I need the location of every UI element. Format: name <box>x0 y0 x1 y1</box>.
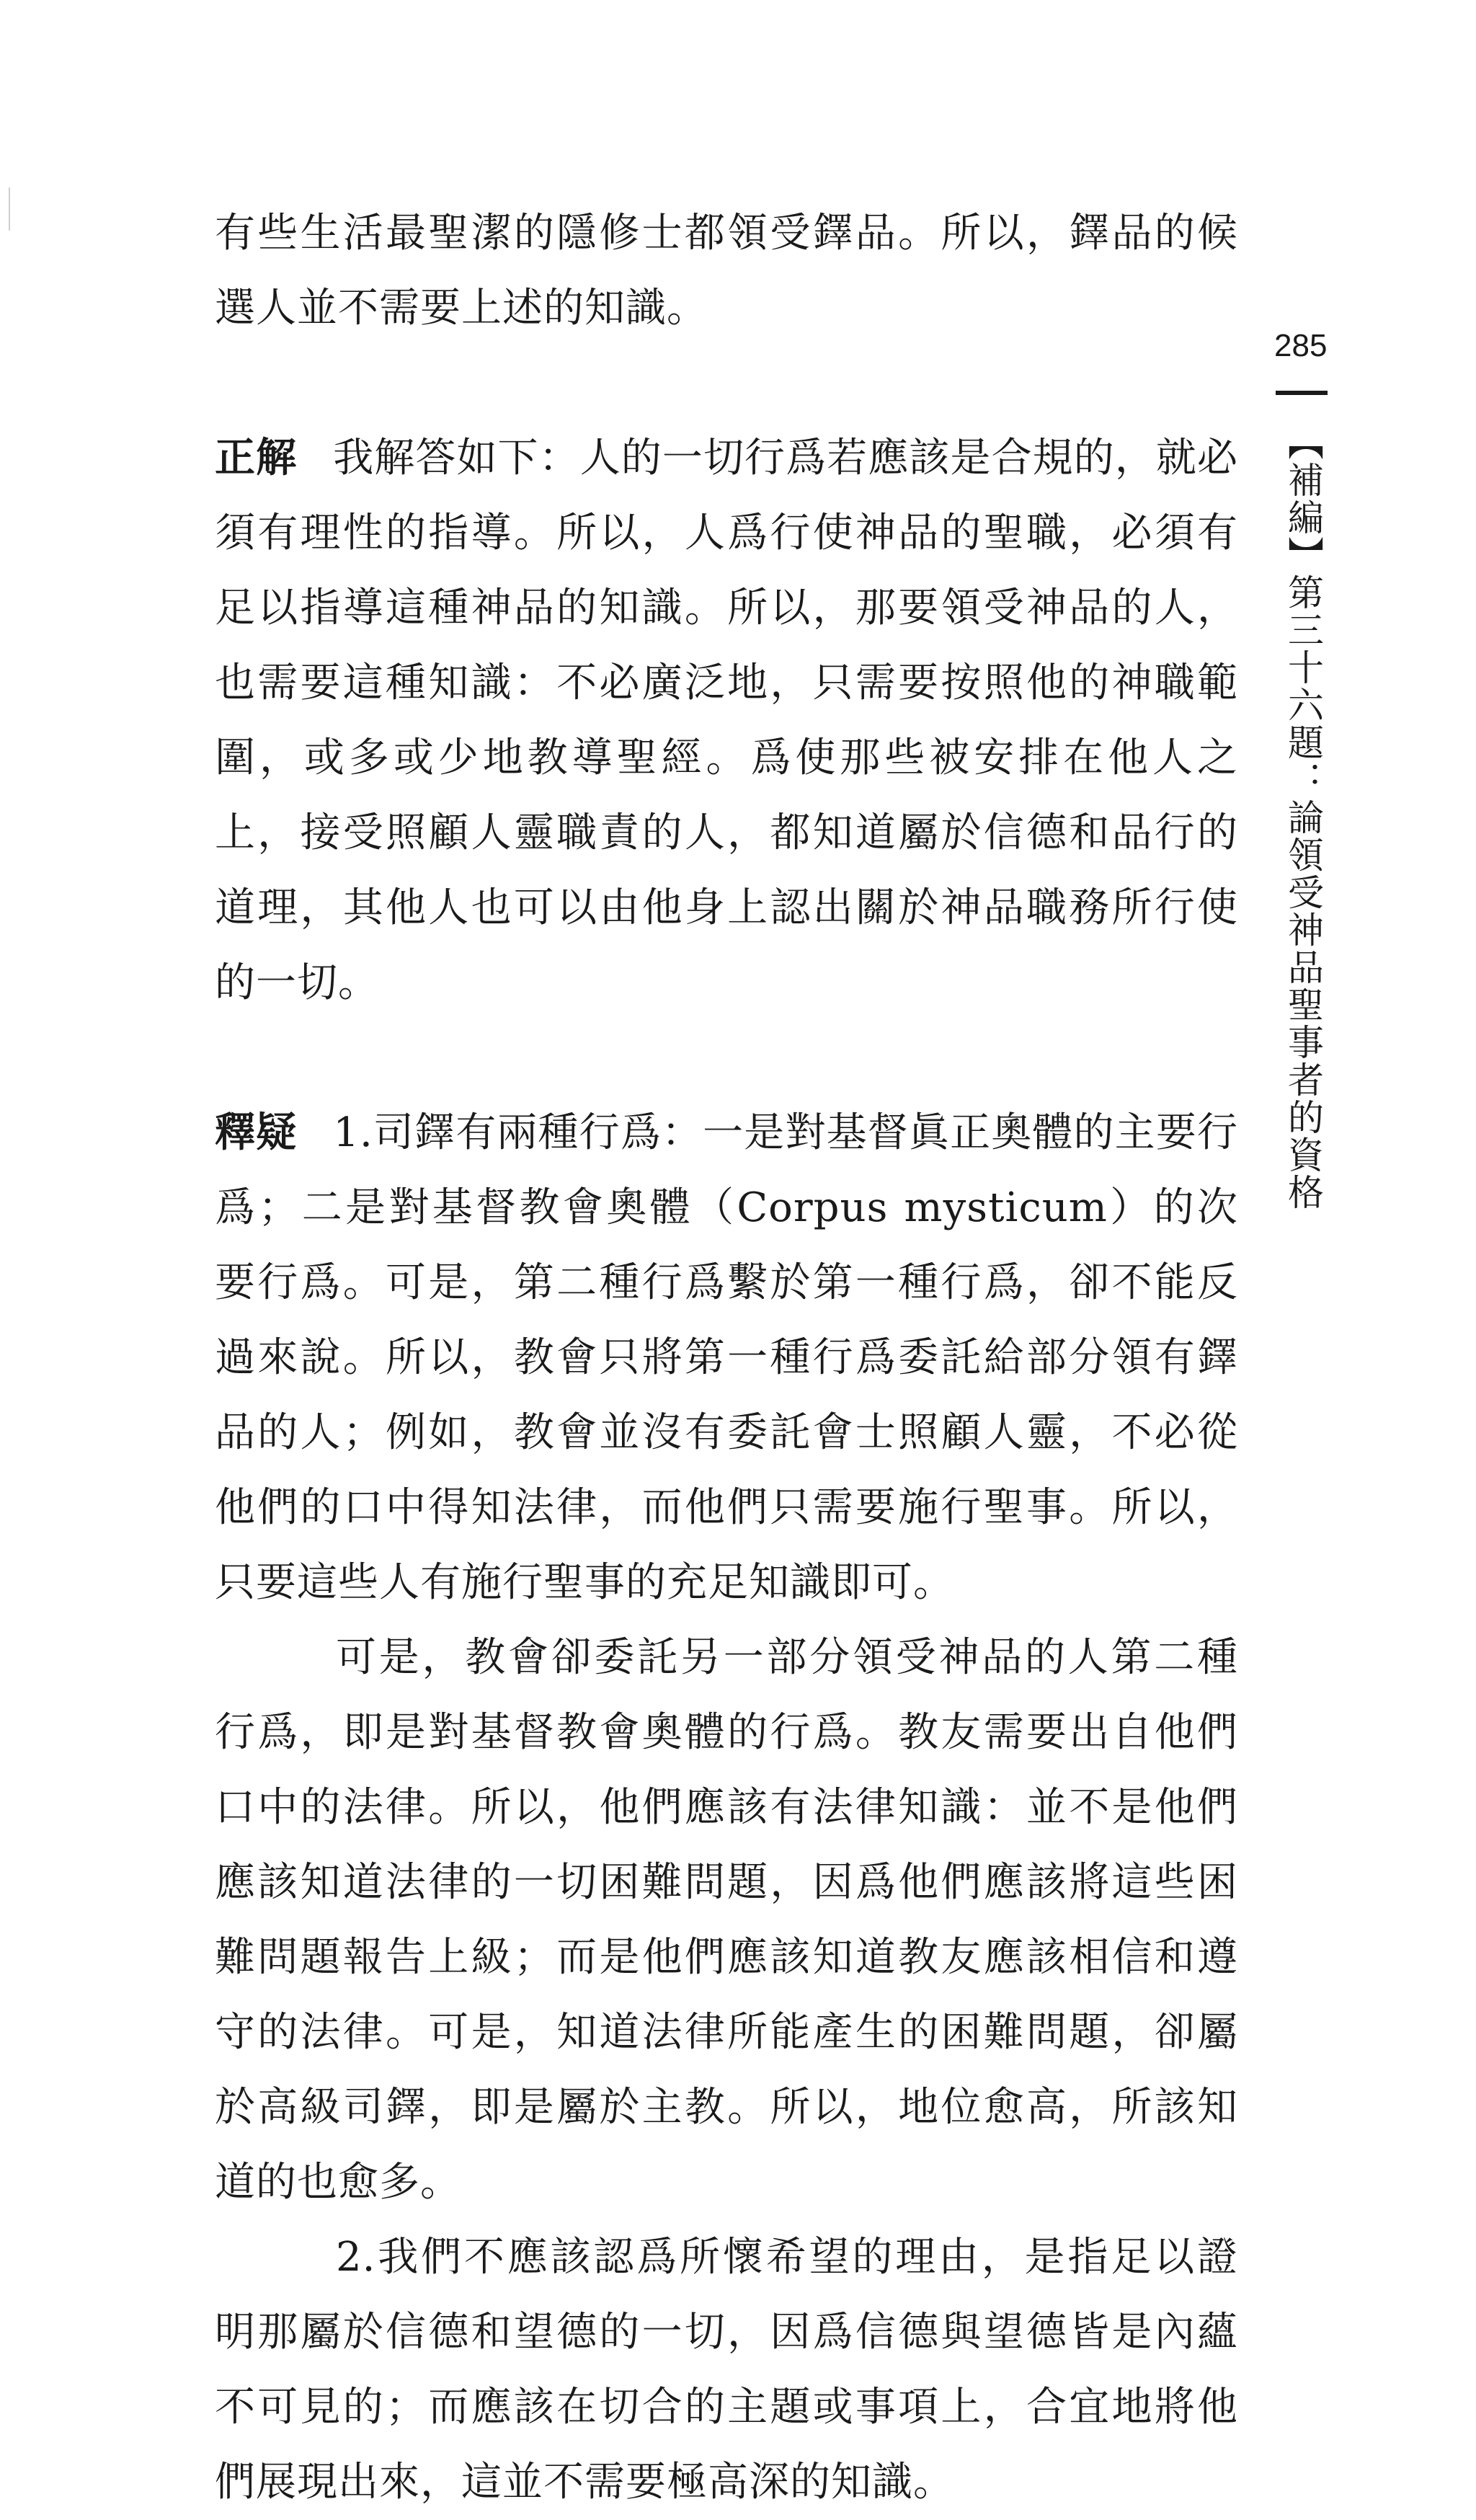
body-text <box>215 196 1238 2520</box>
page-number: 285 <box>1274 328 1328 363</box>
paragraph-gap <box>215 1021 1238 1096</box>
reply-1-continuation: 可是，教會卻委託另一部分領受神品的人第二種行爲，即是對基督教會奧體的行爲。教友需要出自他們口中的法律。所以，他們應該有法律知識：並不是他們應該知道法律的一切困難問題，因爲他們應該將這些困難問題報告上級；而是他們應該知道教友應該相信和遵守的法律。可是，知道法律所能產生的困難問題，卻屬於高級司鐸，即是屬於主教。所以，地位愈高，所該知道的也愈多。 <box>215 1634 1238 2206</box>
running-header: 【補編】第三十六題：論領受神品聖事者的資格 <box>1282 424 1324 1211</box>
reply-1-text: 1.司鐸有兩種行爲：一是對基督眞正奧體的主要行爲；二是對基督教會奧體（Corpus mysticum）的次要行爲。可是，第二種行爲繫於第一種行爲，卻不能反過來說。所以，教會只將第一種行爲委託給部分領有鐸品的人；例如，教會並沒有委託會士照顧人靈，不必從他們的口中得知法律，而他們只需要施行聖事。所以，只要這些人有施行聖事的充足知識即可。 <box>215 1109 1238 1606</box>
header-rule <box>1276 391 1328 395</box>
scan-mark <box>9 187 10 231</box>
answer-paragraph <box>215 421 1238 1021</box>
reply-1-paragraph <box>215 1096 1238 1620</box>
continuation-paragraph: 有些生活最聖潔的隱修士都領受鐸品。所以，鐸品的候選人並不需要上述的知識。 <box>215 210 1238 332</box>
paragraph-gap <box>215 346 1238 421</box>
replies-heading: 釋疑 <box>215 1109 298 1156</box>
reply-2-paragraph: 2.我們不應該認爲所懷希望的理由，是指足以證明那屬於信德和望德的一切，因爲信德與望德皆是內蘊不可見的；而應該在切合的主題或事項上，合宜地將他們展現出來，這並不需要極高深的知識。 <box>215 2234 1238 2506</box>
answer-text: 我解答如下：人的一切行爲若應該是合規的，就必須有理性的指導。所以，人爲行使神品的聖職，必須有足以指導這種神品的知識。所以，那要領受神品的人，也需要這種知識：不必廣泛地，只需要按照他的神職範圍，或多或少地教導聖經。爲使那些被安排在他人之上，接受照顧人靈職責的人，都知道屬於信德和品行的道理，其他人也可以由他身上認出關於神品職務所行使的一切。 <box>215 435 1239 1006</box>
answer-heading: 正解 <box>215 435 298 482</box>
